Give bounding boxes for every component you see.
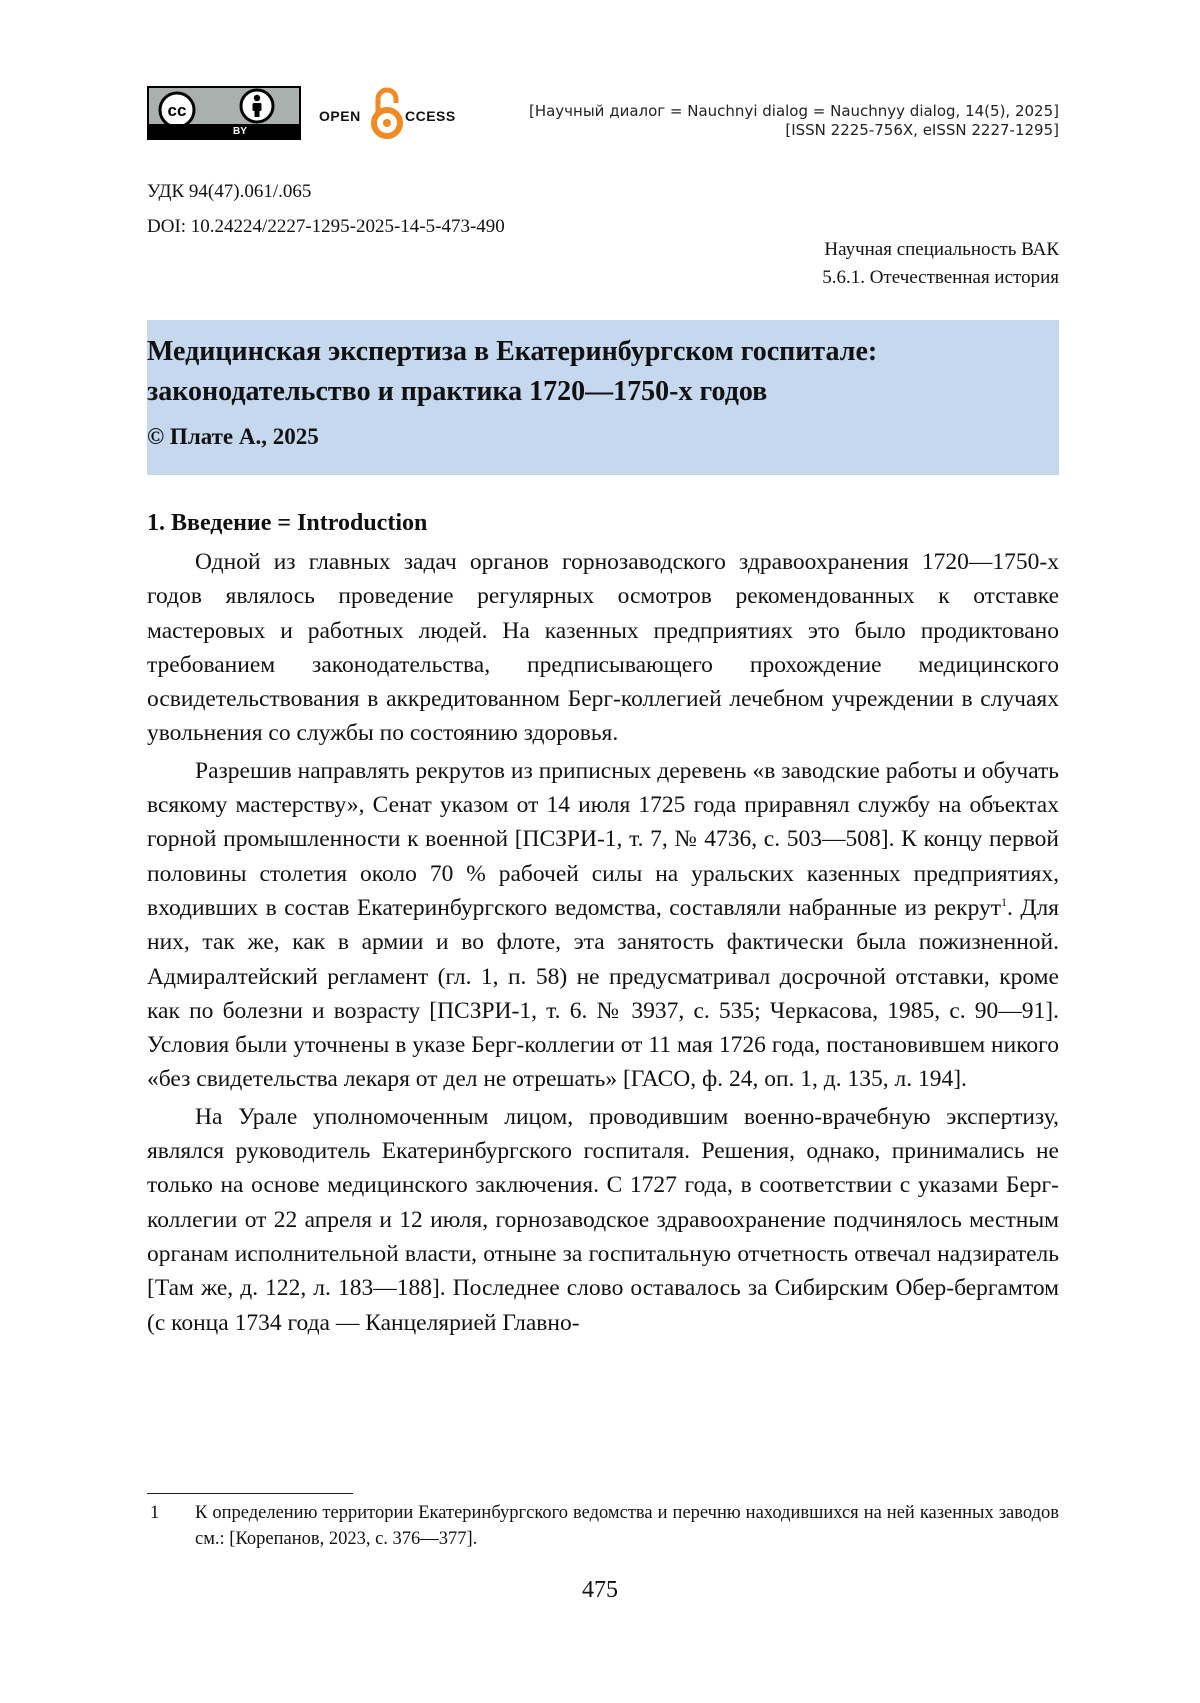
article-title xyxy=(147,332,877,412)
open-access-left-word: OPEN xyxy=(319,108,361,124)
vak-specialty-label: Научная специальность ВАК xyxy=(824,239,1059,260)
title-block xyxy=(147,320,1059,475)
journal-title-line: [Научный диалог = Nauchnyi dialog = Nauchnyy dialog, 14(5), 2025] xyxy=(528,102,1059,120)
vak-specialty xyxy=(822,236,1059,292)
page-number: 475 xyxy=(582,1577,618,1603)
paragraph-1: Одной из главных задач органов горнозаводского здравоохранения 1720—1750-х годов являлось проведение регулярных осмотров рекомендованных к отставке мастеровых и работных людей. На казенных предприятиях это было продиктовано требованием законодательства, предписывающего прохождение медицинского освидетельствования в аккредитованном Берг-коллегией лечебном учреждении в случаях увольнения со службы по состоянию здоровья. xyxy=(147,549,1059,747)
open-access-right-word: CCESS xyxy=(405,108,456,124)
article-body xyxy=(147,545,1059,1343)
footnote xyxy=(147,1500,1059,1552)
footnote-ref[interactable]: 1 xyxy=(1001,895,1008,910)
footnote-divider xyxy=(147,1493,353,1494)
article-meta xyxy=(147,174,505,244)
attribution-person-icon xyxy=(237,86,277,126)
journal-issn-line: [ISSN 2225-756X, eISSN 2227-1295] xyxy=(785,121,1059,139)
paragraph-2 xyxy=(147,754,1059,1097)
cc-by-license-badge xyxy=(147,86,301,140)
udk-code: УДК 94(47).061/.065 xyxy=(147,181,312,202)
section-heading: 1. Введение = Introduction xyxy=(147,510,428,536)
footnote-text: К определению территории Екатеринбургского ведомства и перечню находившихся на ней казенных заводов см.: [Корепанов, 2023, с. 376—377]. xyxy=(195,1503,1059,1549)
doi: DOI: 10.24224/2227-1295-2025-14-5-473-490 xyxy=(147,216,505,237)
footnote-number: 1 xyxy=(150,1503,160,1523)
article-author: © Плате А., 2025 xyxy=(147,424,319,449)
open-access-lock-icon xyxy=(369,86,405,140)
svg-text:cc: cc xyxy=(167,101,187,120)
paragraph-2-part-a: Разрешив направлять рекрутов из приписных деревень «в заводские работы и обучать всякому мастерству», Сенат указом от 14 июля 1725 года приравнял службу на объектах горной промышленности к военной [ПСЗРИ-1, т. 7, № 4736, с. 503—508]. К концу первой половины столетия около 70 % рабочей силы на уральских казенных предприятиях, входивших в состав Екатеринбургского ведомства, составляли набранные из рекрут xyxy=(147,757,1059,921)
page-header xyxy=(147,86,1059,142)
paragraph-2-part-b: . Для них, так же, как в армии и во флоте, эта занятость фактически была пожизненной. Адмиралтейский регламент (гл. 1, п. 58) не предусматривал досрочной отставки, кроме как по болезни и возрасту [ПСЗРИ-1, т. 6. № 3937, с. 535; Черкасова, 1985, с. 90—91]. Условия были уточнены в указе Берг-коллегии от 11 мая 1726 года, постановившем никого «без свидетельства лекаря от дел не отрешать» [ГАСО, ф. 24, оп. 1, д. 135, л. 194]. xyxy=(147,894,1059,1093)
open-access-logo xyxy=(319,86,469,142)
article-title-line2: законодательство и практика 1720—1750-х годов xyxy=(147,376,768,407)
paragraph-3: На Урале уполномоченным лицом, проводившим военно-врачебную экспертизу, являлся руководитель Екатеринбургского госпиталя. Решения, однако, принимались не только на основе медицинского заключения. С 1727 года, в соответствии с указами Берг-коллегии от 22 апреля и 12 июля, горнозаводское здравоохранение подчинялось местным органам исполнительной власти, отныне за госпитальную отчетность отвечал надзиратель [Там же, д. 122, л. 183—188]. Последнее слово оставалось за Сибирским Обер-бергамтом (с конца 1734 года — Канцелярией Главно- xyxy=(147,1103,1059,1336)
article-title-line1: Медицинская экспертиза в Екатеринбургском госпитале: xyxy=(147,336,878,367)
journal-citation xyxy=(529,102,1059,140)
license-by-label: BY xyxy=(233,126,247,137)
vak-specialty-code: 5.6.1. Отечественная история xyxy=(822,267,1059,288)
license-strip xyxy=(149,124,299,138)
